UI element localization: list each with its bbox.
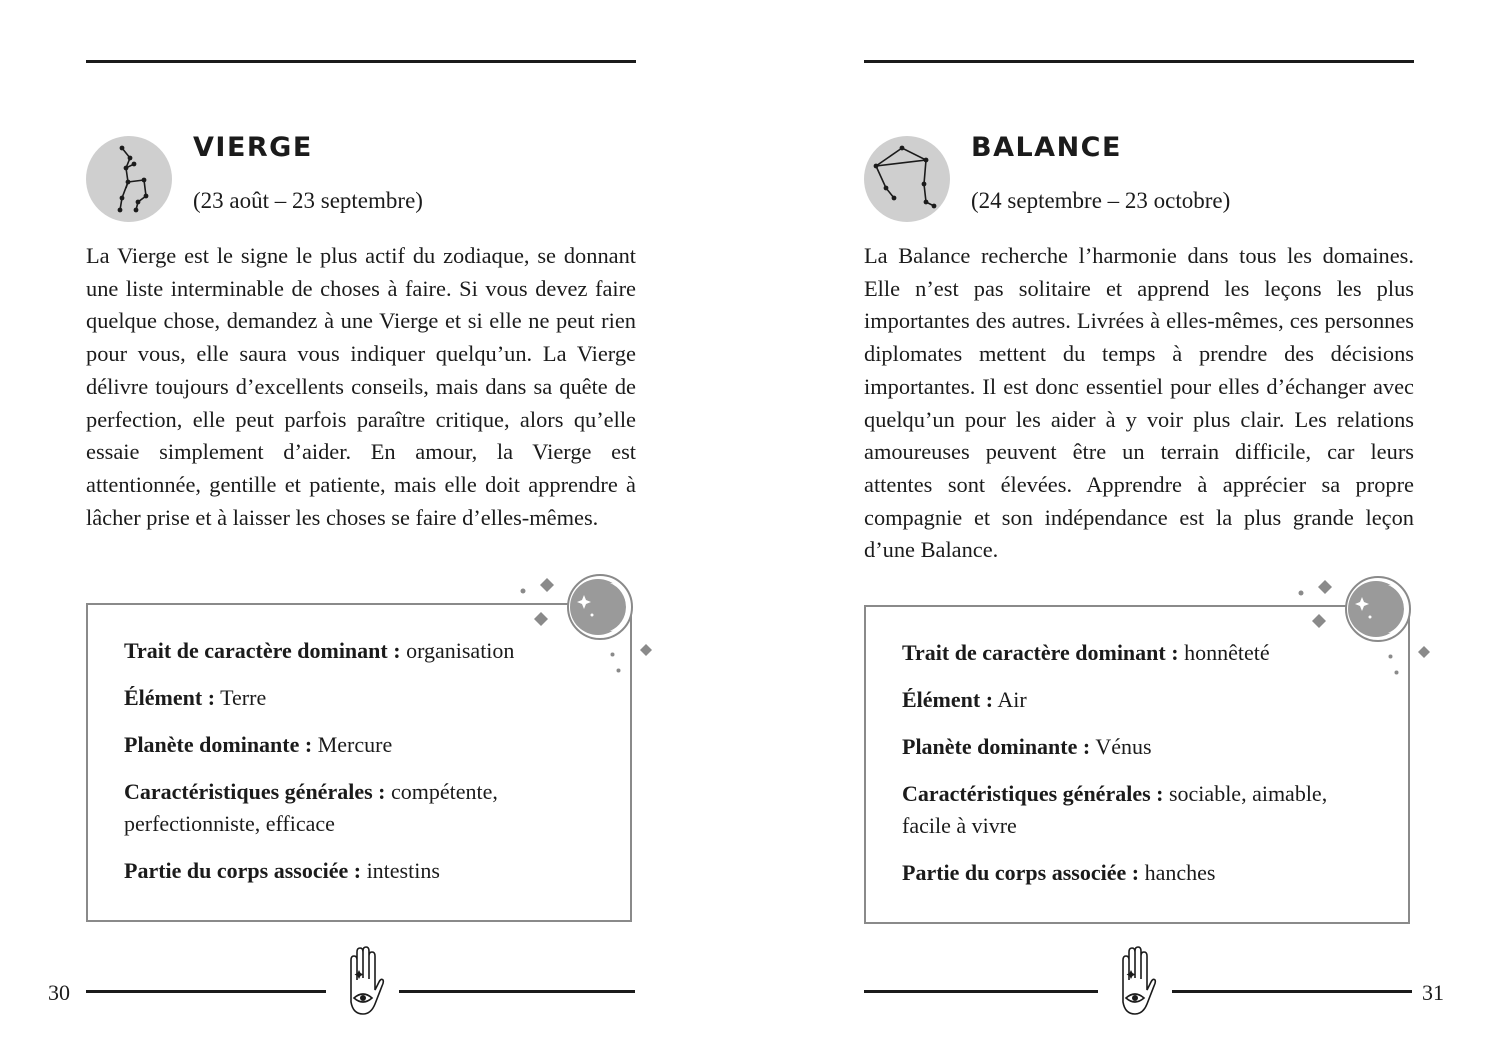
- sign-description: La Vierge est le signe le plus actif du zodiaque, se donnant une liste interminable de choses à faire. Si vous devez faire quelque chose, demandez à une Vierge et si elle ne peut rien pour vous, elle saura vous indiquer quelqu’un. La Vierge délivre toujours d’excellents conseils, mais dans sa quête de perfection, elle peut parfois paraître critique, alors qu’elle essaie simplement d’aider. En amour, la Vierge est attentionnée, gentille et patiente, mais elle doit apprendre à lâcher prise et à laisser les choses se faire d’elles-mêmes.: [86, 243, 636, 530]
- top-rule: [864, 60, 1414, 63]
- info-item-element: Élément : Air: [902, 687, 1027, 712]
- diamond-sparkle-icon: [540, 578, 554, 592]
- diamond-sparkle-icon: [1418, 646, 1430, 658]
- dot-sparkle-icon: [520, 588, 526, 594]
- diamond-sparkle-icon: [640, 644, 652, 656]
- info-item-body-part: Partie du corps associée : intestins: [124, 858, 440, 883]
- info-item-trait: Trait de caractère dominant : organisation: [124, 638, 515, 663]
- diamond-sparkle-icon: [534, 612, 548, 626]
- info-box: [864, 605, 1410, 924]
- page-number: 30: [48, 980, 70, 1005]
- bottom-rule-left: [864, 990, 1098, 993]
- diamond-sparkle-icon: [1312, 614, 1326, 628]
- diamond-sparkle-icon: [1318, 580, 1332, 594]
- sign-description: La Balance recherche l’harmonie dans tous les domaines. Elle n’est pas solitaire et apprend les leçons les plus importantes des autres. Livrées à elles-mêmes, ces personnes diplomates mettent du temps à prendre des décisions importantes. Il est donc essentiel pour elles d’échanger avec quelqu’un pour les aider à y voir plus clair. Les relations amoureuses peuvent être un terrain difficile, car leurs attentes sont élevées. Apprendre à apprécier sa propre compagnie et son indépendance est la plus grande leçon d’une Balance.: [864, 243, 1414, 563]
- dot-sparkle-icon: [1394, 670, 1399, 675]
- dot-sparkle-icon: [610, 652, 615, 657]
- sign-dates: (23 août – 23 septembre): [193, 188, 423, 213]
- info-item-characteristics: Caractéristiques générales : sociable, aimable, facile à vivre: [902, 781, 1328, 838]
- virgo-constellation-icon: [86, 136, 172, 222]
- bottom-rule-right: [399, 990, 635, 993]
- info-item-body-part: Partie du corps associée : hanches: [902, 860, 1216, 885]
- crescent-moon-face-icon: [1344, 575, 1412, 643]
- info-item-trait: Trait de caractère dominant : honnêteté: [902, 640, 1270, 665]
- info-item-characteristics: Caractéristiques générales : compétente, perfectionniste, efficace: [124, 779, 498, 836]
- crescent-moon-face-icon: [566, 573, 634, 641]
- dot-sparkle-icon: [616, 668, 621, 673]
- dot-sparkle-icon: [1298, 590, 1304, 596]
- sign-title: BALANCE: [971, 132, 1122, 163]
- sign-title: VIERGE: [193, 132, 313, 163]
- bottom-rule-left: [86, 990, 326, 993]
- page-number: 31: [1422, 980, 1444, 1005]
- right-page: [750, 0, 1500, 1057]
- info-box: [86, 603, 632, 922]
- info-item-planet: Planète dominante : Mercure: [124, 732, 393, 757]
- info-item-planet: Planète dominante : Vénus: [902, 734, 1152, 759]
- sign-dates: (24 septembre – 23 octobre): [971, 188, 1231, 213]
- bottom-rule-right: [1172, 990, 1412, 993]
- top-rule: [86, 60, 636, 63]
- palm-eye-icon: [1113, 946, 1157, 1018]
- info-item-element: Élément : Terre: [124, 685, 267, 710]
- dot-sparkle-icon: [1388, 654, 1393, 659]
- info-list: [124, 635, 584, 902]
- libra-constellation-icon: [864, 136, 950, 222]
- info-list: [902, 637, 1362, 904]
- palm-eye-icon: [341, 946, 385, 1018]
